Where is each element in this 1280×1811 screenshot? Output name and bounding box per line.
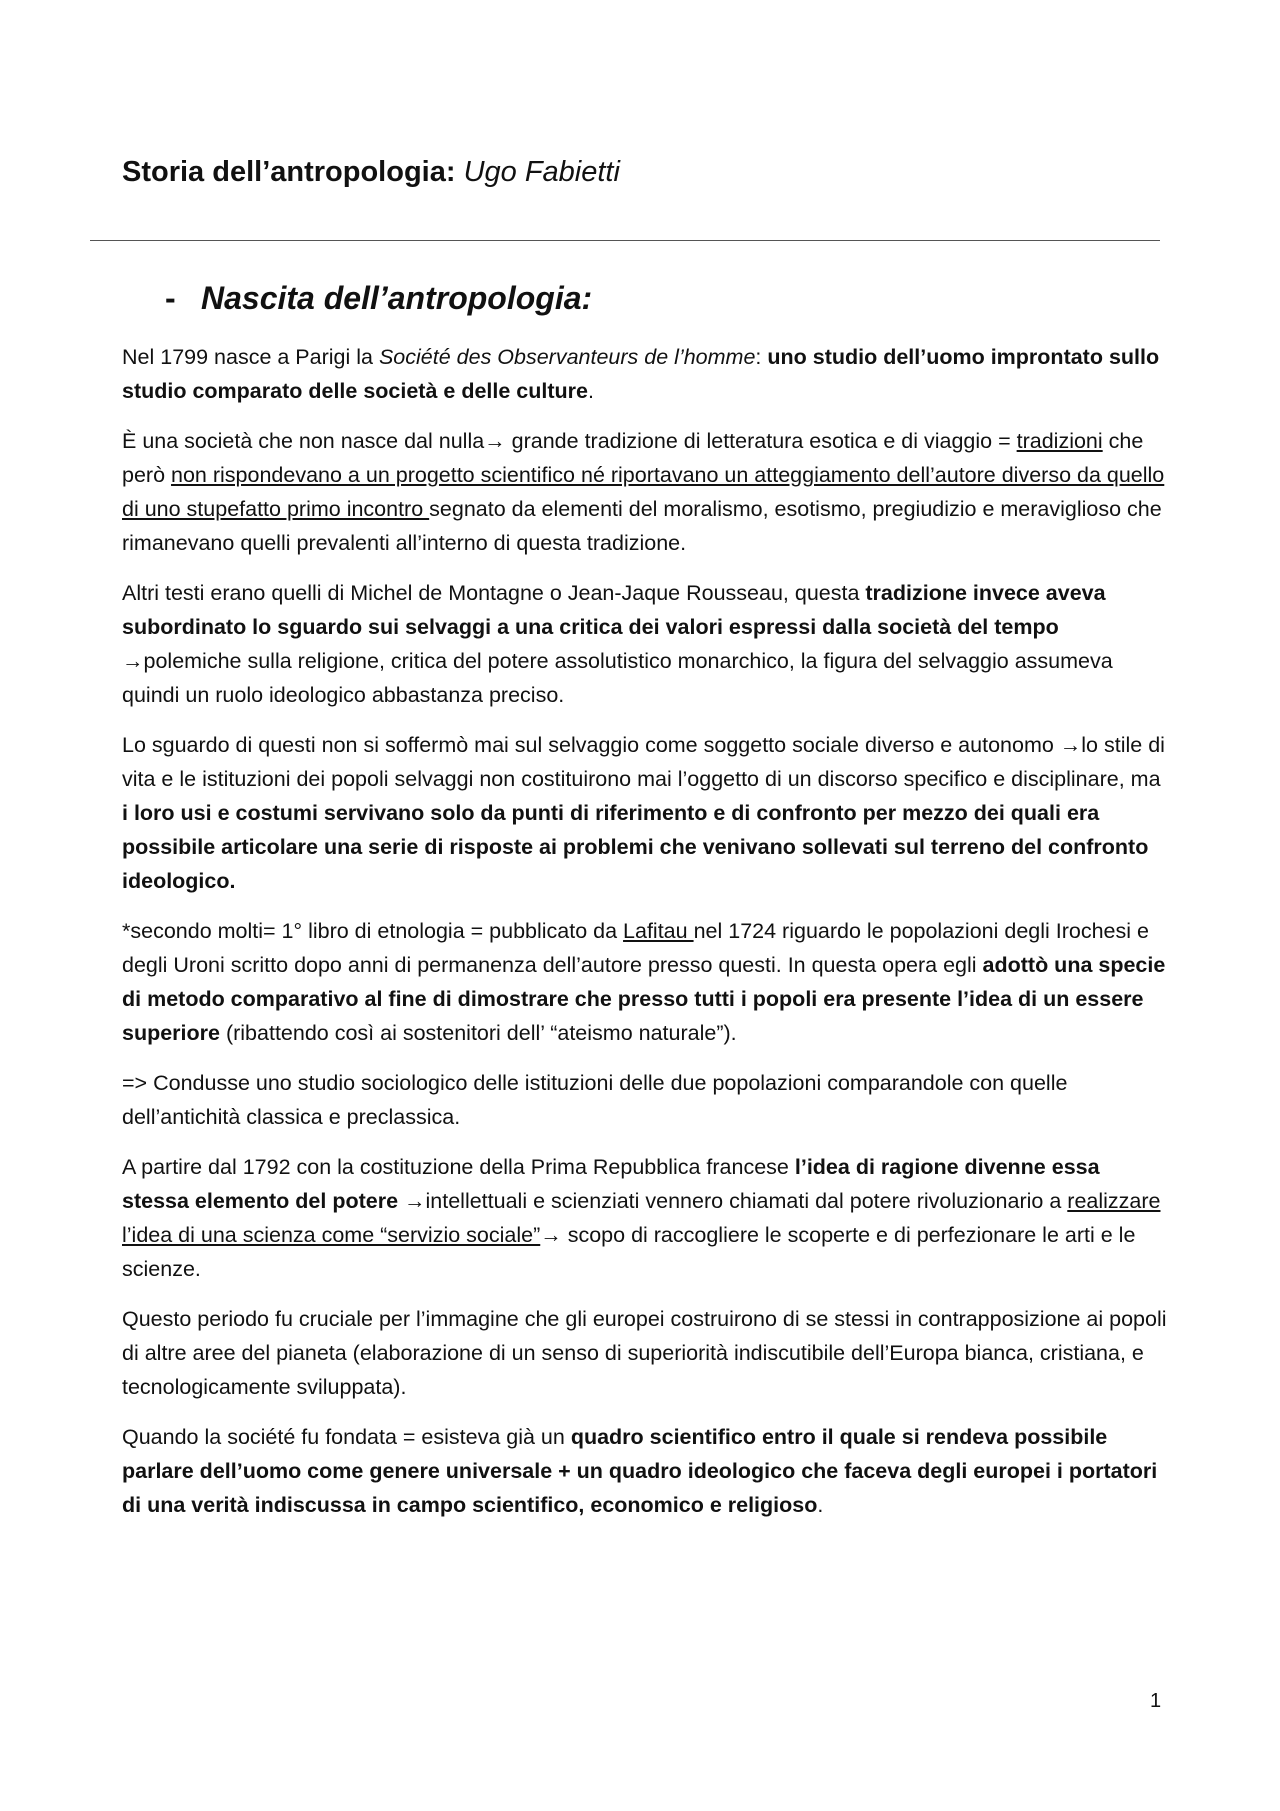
text-run: Nel 1799 nasce a Parigi la	[122, 345, 379, 369]
paragraph	[122, 1150, 1167, 1286]
text-run: Lo sguardo di questi non si soffermò mai sul selvaggio come soggetto sociale diverso e autonomo →lo stile di vita e le istituzioni dei popoli selvaggi non costituirono mai l’oggetto di un discorso specifico e disciplinare, ma	[122, 733, 1165, 791]
underlined-text: Lafitau	[623, 919, 694, 943]
paragraph	[122, 1066, 1167, 1134]
bold-text: l’idea di ragione divenne essa stessa elemento del potere	[122, 1155, 1100, 1213]
list-dash: -	[165, 280, 176, 316]
text-run: → scopo di raccogliere le scoperte e di perfezionare le arti e le scienze.	[122, 1223, 1136, 1281]
text-run: segnato da elementi del moralismo, esotismo, pregiudizio e meraviglioso che rimanevano quelli prevalenti all’interno di questa tradizione.	[122, 497, 1162, 555]
paragraph	[122, 424, 1167, 560]
text-run: (ribattendo così ai sostenitori dell’ “ateismo naturale”).	[219, 1021, 737, 1045]
document-title	[122, 156, 620, 189]
text-run: Questo periodo fu cruciale per l’immagine che gli europei costruirono di se stessi in contrapposizione ai popoli di altre aree del pianeta (elaborazione di un senso di superiorità indiscutibile dell’Europa bianca, cristiana, e tecnologicamente sviluppata).	[122, 1307, 1167, 1399]
text-run: →intellettuali e scienziati vennero chiamati dal potere rivoluzionario a	[398, 1189, 1068, 1213]
text-run: Altri testi erano quelli di Michel de Montagne o Jean-Jaque Rousseau, questa	[122, 581, 866, 605]
section-heading	[165, 280, 592, 317]
document-body	[122, 340, 1167, 1538]
paragraph	[122, 728, 1167, 898]
page-number: 1	[1150, 1690, 1162, 1712]
text-run: nel 1724 riguardo le popolazioni degli Irochesi e degli Uroni scritto dopo anni di permanenza dell’autore presso questi. In questa opera egli	[122, 919, 1149, 977]
text-run: :	[755, 345, 768, 369]
bold-text: uno studio dell’uomo improntato sullo studio comparato delle società e delle culture	[122, 345, 1160, 403]
text-run: *secondo molti= 1° libro di etnologia = pubblicato da	[122, 919, 624, 943]
text-run: che però	[122, 429, 1144, 487]
text-run: →polemiche sulla religione, critica del potere assolutistico monarchico, la figura del selvaggio assumeva quindi un ruolo ideologico abbastanza preciso.	[122, 649, 1113, 707]
section-heading-text: Nascita dell’antropologia:	[201, 280, 593, 316]
bold-text: tradizione invece aveva subordinato lo sguardo sui selvaggi a una critica dei valori espressi dalla società del tempo	[122, 581, 1106, 639]
text-run: .	[817, 1493, 824, 1517]
underlined-text: realizzare l’idea di una scienza come “servizio sociale”	[122, 1189, 1161, 1247]
paragraph	[122, 576, 1167, 712]
bold-text: quadro scientifico entro il quale si rendeva possibile parlare dell’uomo come genere universale + un quadro ideologico che faceva degli europei i portatori di una verità indiscussa in campo scientifico, economico e religioso	[122, 1425, 1158, 1517]
bold-text: adottò una specie di metodo comparativo al fine di dimostrare che presso tutti i popoli era presente l’idea di un essere superiore	[122, 953, 1166, 1045]
title-author: Ugo Fabietti	[455, 156, 620, 188]
text-run: Quando la société fu fondata = esisteva già un	[122, 1425, 571, 1449]
text-run: => Condusse uno studio sociologico delle istituzioni delle due popolazioni comparandole con quelle dell’antichità classica e preclassica.	[122, 1071, 1068, 1129]
paragraph	[122, 1302, 1167, 1404]
italic-text: Société des Observanteurs de l’homme	[378, 345, 756, 369]
title-main: Storia dell’antropologia:	[122, 156, 456, 188]
text-run: È una società che non nasce dal nulla→ grande tradizione di letteratura esotica e di viaggio =	[122, 429, 1017, 453]
horizontal-rule	[90, 240, 1160, 241]
bold-text: i loro usi e costumi servivano solo da punti di riferimento e di confronto per mezzo dei quali era possibile articolare una serie di risposte ai problemi che venivano sollevati sul terreno del confronto ideologico.	[122, 801, 1149, 893]
text-run: .	[587, 379, 594, 403]
underlined-text: tradizioni	[1016, 429, 1103, 453]
paragraph	[122, 1420, 1167, 1522]
paragraph	[122, 340, 1167, 408]
paragraph	[122, 914, 1167, 1050]
text-run: A partire dal 1792 con la costituzione della Prima Repubblica francese	[122, 1155, 795, 1179]
underlined-text: non rispondevano a un progetto scientifico né riportavano un atteggiamento dell’autore diverso da quello di uno stupefatto primo incontro	[122, 463, 1165, 521]
